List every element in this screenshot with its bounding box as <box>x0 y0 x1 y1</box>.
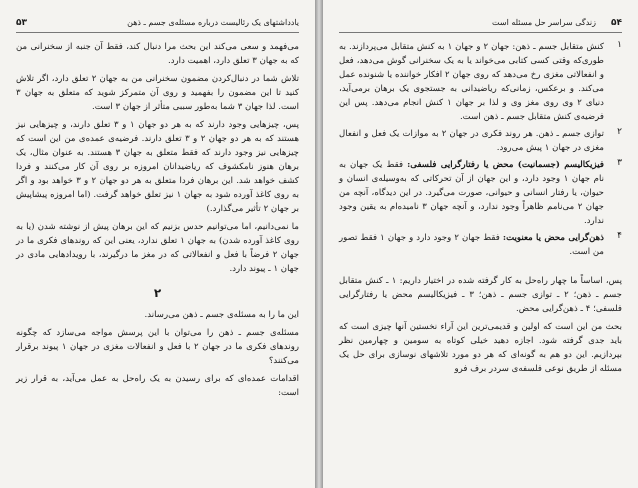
left-paragraph-1: می‌فهمد و سعی می‌کند این بحث مرا دنبال کند، فقط آن جنبه از سخنرانی من که به جهان ۳ تعلق دارد، اهمیت دارد. <box>16 42 299 66</box>
left-paragraph-2: تلاش شما در دنبال‌کردن مضمون سخنرانی من به جهان ۲ تعلق دارد، اگر تلاش کنید تا این مضمون را بفهمید و روی آن متمرکز شوید که متعلق به جهان ۳ است. لذا جهان ۳ شما به‌طور سببی متأثر از جهان ۳ است. <box>16 74 299 112</box>
right-page-body <box>339 40 622 488</box>
list-item-text: کنش متقابل جسم ـ ذهن: جهان ۲ و جهان ۱ به کنش متقابل می‌پردازند. به طوری‌که وقتی کسی کتابی می‌خواند یا به یک سخنرانی گوش می‌دهد، فعل و انفعالاتی مغزی رخ می‌دهد که روی جهان ۲ افکار خواننده یا شنونده عمل می‌کند. و برعکس، زمانی‌که ریاضیدانی به جستجوی یک برهان برمی‌آید، دنیای ۲ وی روی مغز وی و لذا بر جهان ۱ کنش انجام می‌دهد. پس این فرضیه‌ی کنش متقابل جسم ـ ذهن است. <box>339 42 605 122</box>
spacer <box>339 262 622 274</box>
left-running-title: یادداشتهای یک رئالیست درباره مسئله‌ی جسم ـ ذهن <box>127 18 299 27</box>
left-page <box>0 0 315 488</box>
list-item <box>339 127 622 155</box>
list-item-label: فیزیکالیسم (جسمانیت) محض یا رفتارگرایی فلسفی: <box>407 160 605 170</box>
section-number: ۲ <box>153 286 162 300</box>
list-item-body <box>339 231 604 259</box>
list-item-text: فقط جهان ۲ وجود دارد و جهان ۱ فقط تصور من است. <box>339 233 604 257</box>
right-running-title: زندگی سراسر حل مسئله است <box>492 18 596 27</box>
list-item-body <box>339 158 604 228</box>
list-item-label: ذهن‌گرایی محض یا معنویت: <box>502 233 605 243</box>
left-paragraph-3: پس، چیزهایی وجود دارند که به هر دو جهان ۱ و ۳ تعلق دارند، و چیزهایی نیز هستند که به هر دو جهان ۲ و ۳ تعلق دارند. فرضیه‌ی عمده‌ی من این است که چیزهایی نیز وجود دارند که فقط متعلق به جهان ۳ هستند. به عنوان مثال، یک برهان هنوز نامکشوف که ریاضیدانان امروزه بر روی آن کار می‌کنند و فردا کشف خواهد شد. این برهان فردا متعلق به هر دو جهان ۲ و ۳ خواهد بود و اگر به روی کاغذ آورده شود به جهان ۱ نیز تعلق خواهد گرفت. (اما امروزه پیشاپیش بر جهان ۲ تأثیر می‌گذارد.) <box>16 120 299 214</box>
right-paragraph-2: بحث من این است که اولین و قدیمی‌ترین این آراء نخستین آنها چیزی است که باید جدی گرفته شود. اجازه دهید خیلی کوتاه به سومین و چهارمین نظر بپردازیم. این دو هم به گونه‌ای که هر دو مورد تلاشهای نوسازی برای حل یک مسئله از طریق نوعی فلسفه‌ی سردر برف فرو <box>339 322 622 374</box>
right-page-number: ۵۴ <box>611 18 622 28</box>
book-gutter <box>315 0 323 488</box>
list-item <box>339 158 622 228</box>
left-paragraph-4: ما نمی‌دانیم، اما می‌توانیم حدس بزنیم که این برهان پیش از نوشته شدن (یا به روی کاغذ آورده شدن) به جهان ۱ تعلق ندارد، یعنی این که روندهای فکری ما در جهان ۲ فرضاً با فعل و انفعالاتی که در مغز ما درگیرند، با رویدادهایی مادی در جهان ۱ ـ پیوند دارد. <box>16 222 299 274</box>
list-item <box>339 40 622 124</box>
list-item-number: ۳ <box>617 158 622 168</box>
list-item-number: ۲ <box>617 127 622 137</box>
left-paragraph-5: این ما را به مسئله‌ی جسم ـ ذهن می‌رساند. <box>144 310 299 320</box>
left-paragraph-7: اقدامات عمده‌ای که برای رسیدن به یک راه‌حل به عمل می‌آید، به قرار زیر است: <box>16 374 299 398</box>
left-page-body <box>16 40 299 488</box>
list-item-text: فقط یک جهان به نام جهان ۱ وجود دارد، و این جهان از آن تحرکاتی که به‌وسیله‌ی انسان و حیوان، یا رفتار انسانی و حیوانی، صورت می‌گیرد. در این دیدگاه، آنچه من جهان ۲ می‌نامم ظاهراً وجود ندارد، و آنچه جهان ۳ نامیده‌ام به یقین وجود ندارد. <box>339 160 604 226</box>
left-page-number: ۵۳ <box>16 18 27 28</box>
left-paragraph-6: مسئله‌ی جسم ـ ذهن را می‌توان با این پرسش مواجه می‌سازد که چگونه روندهای فکری ما در جهان ۲ با فعل و انفعالات مغزی در جهان ۱ پیوند برقرار می‌کنند؟ <box>16 328 299 366</box>
right-page <box>323 0 638 488</box>
list-item <box>339 231 622 259</box>
left-page-header <box>16 18 299 33</box>
list-item-number: ۴ <box>617 231 622 241</box>
list-item-number: ۱ <box>617 40 622 50</box>
right-paragraph-1: پس، اساساً ما چهار راه‌حل به کار گرفته شده در اختیار داریم: ۱ ـ کنش متقابل جسم ـ ذهن؛ ۲ ـ توازی جسم ـ ذهن؛ ۳ ـ فیزیکالیسم محض یا رفتارگرایی فلسفی؛ ۴ ـ ذهن‌گرایی محض. <box>339 276 622 314</box>
right-page-header <box>339 18 622 33</box>
list-item-text: توازی جسم ـ ذهن. هر روند فکری در جهان ۲ به موازات یک فعل و انفعال مغزی در جهان ۱ پیش می‌رود. <box>339 129 605 153</box>
